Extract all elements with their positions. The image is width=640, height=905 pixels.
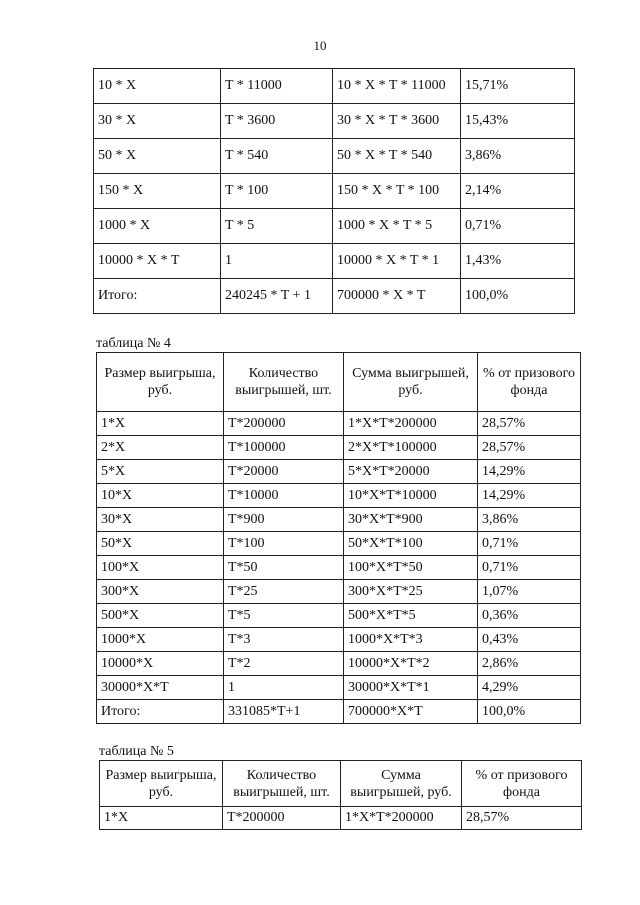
- table-cell: T * 3600: [221, 104, 333, 139]
- table-cell: 50 * X * T * 540: [333, 139, 461, 174]
- table-cell: 700000*X*T: [344, 700, 478, 724]
- table-cell: 0,71%: [478, 532, 581, 556]
- table-cell: 15,71%: [461, 69, 575, 104]
- table-row: [97, 436, 581, 460]
- table-cell: 10000*X*T*2: [344, 652, 478, 676]
- table-row: [97, 556, 581, 580]
- table-cell: 100*X*T*50: [344, 556, 478, 580]
- column-header: % от призового фонда: [478, 353, 581, 412]
- prize-table-5: [99, 760, 582, 830]
- table-row: [97, 676, 581, 700]
- table-row: [97, 700, 581, 724]
- table-cell: 1000 * X * T * 5: [333, 209, 461, 244]
- table-row: [97, 412, 581, 436]
- table-row: [94, 279, 575, 314]
- table-cell: 1*X*T*200000: [341, 807, 462, 830]
- column-header: Сумма выигрышей, руб.: [344, 353, 478, 412]
- table-row: [97, 628, 581, 652]
- table-body: [94, 69, 575, 314]
- table-cell: T*20000: [224, 460, 344, 484]
- column-header: Размер выигрыша, руб.: [100, 761, 223, 807]
- table-row: [100, 807, 582, 830]
- table-cell: 3,86%: [478, 508, 581, 532]
- table-cell: T*100000: [224, 436, 344, 460]
- table-cell: 0,71%: [478, 556, 581, 580]
- table-cell: 1*X: [100, 807, 223, 830]
- table-cell: 3,86%: [461, 139, 575, 174]
- table-row: [97, 508, 581, 532]
- table-cell: 1000*X: [97, 628, 224, 652]
- table-cell: 300*X*T*25: [344, 580, 478, 604]
- table-cell: T * 540: [221, 139, 333, 174]
- table-row: [97, 580, 581, 604]
- page-number: 10: [313, 38, 327, 53]
- column-header: Размер выигрыша, руб.: [97, 353, 224, 412]
- table-cell: 5*X*T*20000: [344, 460, 478, 484]
- table-row: [94, 104, 575, 139]
- table-cell: 2*X*T*100000: [344, 436, 478, 460]
- table-row: [94, 139, 575, 174]
- table-cell: T*3: [224, 628, 344, 652]
- table-4-caption: таблица № 4: [96, 336, 171, 351]
- prize-table-3-continued: [93, 68, 575, 314]
- table-cell: T*50: [224, 556, 344, 580]
- table-cell: 300*X: [97, 580, 224, 604]
- table-cell: 15,43%: [461, 104, 575, 139]
- table-cell: 14,29%: [478, 484, 581, 508]
- table-cell: 30 * X * T * 3600: [333, 104, 461, 139]
- table-cell: 10000 * X * T: [94, 244, 221, 279]
- table-cell: 50*X: [97, 532, 224, 556]
- table-cell: 1,43%: [461, 244, 575, 279]
- header-row: [97, 353, 581, 412]
- table-row: [97, 460, 581, 484]
- prize-table-4: [96, 352, 581, 724]
- table-body: [100, 807, 582, 830]
- table-cell: 30*X*T*900: [344, 508, 478, 532]
- table-cell: 2,14%: [461, 174, 575, 209]
- table-cell: 1000*X*T*3: [344, 628, 478, 652]
- table-cell: 1: [221, 244, 333, 279]
- table-cell: 331085*T+1: [224, 700, 344, 724]
- table-cell: 500*X: [97, 604, 224, 628]
- table-cell: 700000 * X * T: [333, 279, 461, 314]
- table-cell: T*5: [224, 604, 344, 628]
- table-cell: 100,0%: [478, 700, 581, 724]
- table-cell: 28,57%: [478, 412, 581, 436]
- table-cell: T * 100: [221, 174, 333, 209]
- table-cell: 100,0%: [461, 279, 575, 314]
- table-cell: 1*X: [97, 412, 224, 436]
- column-header: % от призового фонда: [462, 761, 582, 807]
- header-row: [100, 761, 582, 807]
- table-cell: 0,36%: [478, 604, 581, 628]
- table-cell: 28,57%: [462, 807, 582, 830]
- table-5-caption: таблица № 5: [99, 744, 174, 759]
- table-cell: 30000*X*T: [97, 676, 224, 700]
- table-cell: T*25: [224, 580, 344, 604]
- table-cell: 1: [224, 676, 344, 700]
- table-row: [97, 652, 581, 676]
- table-header: [100, 761, 582, 807]
- table-row: [97, 604, 581, 628]
- table-cell: 240245 * T + 1: [221, 279, 333, 314]
- table-cell: T*100: [224, 532, 344, 556]
- table-cell: T*200000: [223, 807, 341, 830]
- table-cell: 1000 * X: [94, 209, 221, 244]
- table-header: [97, 353, 581, 412]
- table-cell: 30000*X*T*1: [344, 676, 478, 700]
- table-cell: T * 11000: [221, 69, 333, 104]
- table-cell: 14,29%: [478, 460, 581, 484]
- table-cell: 500*X*T*5: [344, 604, 478, 628]
- table-row: [97, 484, 581, 508]
- table-cell: 2*X: [97, 436, 224, 460]
- column-header: Количество выигрышей, шт.: [224, 353, 344, 412]
- table-cell: 0,71%: [461, 209, 575, 244]
- table-cell: 10000 * X * T * 1: [333, 244, 461, 279]
- table-cell: 50 * X: [94, 139, 221, 174]
- table-cell: 10 * X * T * 11000: [333, 69, 461, 104]
- table-cell: 30*X: [97, 508, 224, 532]
- table-cell: 150 * X * T * 100: [333, 174, 461, 209]
- table-cell: 0,43%: [478, 628, 581, 652]
- table-row: [94, 69, 575, 104]
- table-cell: 10000*X: [97, 652, 224, 676]
- table-cell: 4,29%: [478, 676, 581, 700]
- table-cell: Итого:: [97, 700, 224, 724]
- table-row: [94, 174, 575, 209]
- table-cell: 28,57%: [478, 436, 581, 460]
- table-cell: 100*X: [97, 556, 224, 580]
- table-row: [94, 244, 575, 279]
- table-body: [97, 412, 581, 724]
- table-cell: T*900: [224, 508, 344, 532]
- table-row: [94, 209, 575, 244]
- table-cell: 2,86%: [478, 652, 581, 676]
- table-row: [97, 532, 581, 556]
- table-cell: 10 * X: [94, 69, 221, 104]
- table-cell: 150 * X: [94, 174, 221, 209]
- table-cell: T*2: [224, 652, 344, 676]
- table-cell: 50*X*T*100: [344, 532, 478, 556]
- column-header: Сумма выигрышей, руб.: [341, 761, 462, 807]
- table-cell: 10*X: [97, 484, 224, 508]
- table-cell: 30 * X: [94, 104, 221, 139]
- table-cell: 1,07%: [478, 580, 581, 604]
- table-cell: T*200000: [224, 412, 344, 436]
- table-cell: T*10000: [224, 484, 344, 508]
- table-cell: 10*X*T*10000: [344, 484, 478, 508]
- table-cell: T * 5: [221, 209, 333, 244]
- table-cell: Итого:: [94, 279, 221, 314]
- table-cell: 5*X: [97, 460, 224, 484]
- column-header: Количество выигрышей, шт.: [223, 761, 341, 807]
- table-cell: 1*X*T*200000: [344, 412, 478, 436]
